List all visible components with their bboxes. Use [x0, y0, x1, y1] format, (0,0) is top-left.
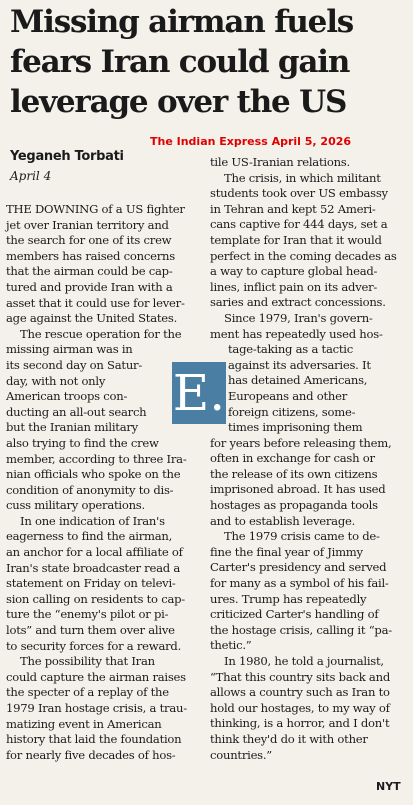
article-text-line: missing airman was in: [6, 342, 133, 357]
headline-line: Missing airman fuels: [10, 4, 354, 40]
article-text-line: the search for one of its crew: [6, 233, 172, 248]
article-text-line: perfect in the coming decades as: [210, 248, 397, 263]
article-text-line: THE DOWNING of a US fighter: [6, 202, 185, 216]
article-text-line: sion calling on residents to cap-: [6, 591, 185, 606]
article-text-line: 1979 Iran hostage crisis, a trau-: [6, 701, 187, 715]
article-text-line: a way to capture global head-: [210, 264, 378, 279]
article-text-line: and to establish leverage.: [210, 513, 356, 528]
source-credit: The Indian Express April 5, 2026: [150, 135, 352, 148]
article-text-line: “That this country sits back and: [210, 669, 390, 684]
article-text-line: countries.”: [210, 747, 272, 762]
dateline: April 4: [10, 169, 52, 183]
article-text-line: thinking, is a horror, and I don't: [210, 716, 390, 731]
article-text-line: lots” and turn them over alive: [6, 623, 175, 638]
publication-logo-icon: [172, 362, 226, 424]
article-text-line: The 1979 crisis came to de-: [224, 529, 380, 544]
logo-letter: E.: [172, 364, 226, 422]
article-text-line: template for Iran that it would: [210, 232, 382, 247]
article-text-line: thetic.”: [210, 638, 252, 653]
article-text-line: tured and provide Iran with a: [6, 279, 173, 294]
article-text-line: member, according to three Ira-: [6, 451, 187, 466]
article-text-line: saries and extract concessions.: [210, 295, 386, 310]
article-text-line: its second day on Satur-: [6, 357, 143, 372]
article-text-line: the release of its own citizens: [210, 466, 378, 481]
article-text-line: times imprisoning them: [228, 420, 363, 435]
article-text-line: statement on Friday on televi-: [6, 576, 176, 591]
article-text-line: cuss military operations.: [6, 498, 145, 513]
article-text-line: jet over Iranian territory and: [6, 217, 169, 232]
article-text-line: fine the final year of Jimmy: [210, 544, 363, 559]
article-text-line: cans captive for 444 days, set a: [210, 217, 388, 232]
article-text-line: Carter's presidency and served: [210, 560, 387, 575]
article-text-line: foreign citizens, some-: [228, 404, 356, 419]
article-text-line: asset that it could use for lever-: [6, 295, 185, 310]
article-text-line: age against the United States.: [6, 311, 178, 326]
article-text-line: American troops con-: [6, 389, 128, 404]
agency-signoff: NYT: [376, 780, 401, 793]
article-text-line: but the Iranian military: [6, 420, 138, 435]
article-text-line: In 1980, he told a journalist,: [224, 654, 384, 668]
article-text-line: eagerness to find the airman,: [6, 529, 173, 544]
article-text-line: The possibility that Iran: [20, 654, 155, 669]
article-text-line: to security forces for a reward.: [6, 638, 182, 653]
headline-line: leverage over the US: [10, 84, 347, 120]
article-headline: [10, 2, 410, 122]
article-text-line: condition of anonymity to dis-: [6, 482, 174, 497]
article-text-line: hostages as propaganda tools: [210, 498, 378, 513]
author-byline: Yeganeh Torbati: [10, 149, 124, 164]
article-text-line: against its adversaries. It: [228, 357, 371, 372]
article-text-line: the specter of a replay of the: [6, 685, 169, 700]
article-text-line: In one indication of Iran's: [20, 513, 165, 528]
article-text-line: Europeans and other: [228, 388, 347, 403]
article-text-line: the hostage crisis, calling it “pa-: [210, 622, 392, 637]
article-text-line: could capture the airman raises: [6, 669, 186, 684]
article-column-right: [210, 155, 410, 763]
article-text-line: Iran's state broadcaster read a: [6, 560, 181, 575]
article-text-line: criticized Carter's handling of: [210, 607, 379, 622]
article-text-line: members has raised concerns: [6, 248, 175, 263]
article-text-line: matizing event in American: [6, 716, 162, 731]
article-text-line: tile US-Iranian relations.: [210, 155, 350, 169]
article-text-line: nian officials who spoke on the: [6, 467, 181, 482]
article-text-line: tage-taking as a tactic: [228, 342, 353, 357]
article-text-line: often in exchange for cash or: [210, 451, 375, 466]
article-text-line: for nearly five decades of hos-: [6, 747, 176, 762]
article-text-line: has detained Americans,: [228, 373, 368, 388]
article-text-line: Since 1979, Iran's govern-: [224, 310, 373, 325]
article-text-line: ture the “enemy's pilot or pi-: [6, 607, 169, 622]
article-text-line: ducting an all-out search: [6, 404, 147, 419]
article-text-line: ures. Trump has repeatedly: [210, 591, 367, 606]
article-text-line: for years before releasing them,: [210, 435, 392, 450]
article-text-line: The rescue operation for the: [20, 326, 182, 341]
article-text-line: also trying to find the crew: [6, 435, 159, 450]
headline-line: fears Iran could gain: [10, 44, 350, 80]
article-text-line: hold our hostages, to my way of: [210, 700, 390, 715]
article-text-line: for many as a symbol of his fail-: [210, 576, 389, 591]
article-text-line: in Tehran and kept 52 Ameri-: [210, 201, 376, 216]
article-text-line: think they'd do it with other: [210, 731, 368, 746]
article-text-line: an anchor for a local affiliate of: [6, 545, 183, 560]
article-text-line: allows a country such as Iran to: [210, 685, 390, 700]
article-column-left: [6, 202, 204, 763]
article-text-line: day, with not only: [6, 373, 106, 388]
article-text-line: students took over US embassy: [210, 186, 388, 201]
article-text-line: lines, inflict pain on its adver-: [210, 279, 378, 294]
article-text-line: The crisis, in which militant: [224, 170, 381, 185]
article-text-line: that the airman could be cap-: [6, 264, 173, 279]
article-text-line: history that laid the foundation: [6, 732, 182, 747]
article-text-line: imprisoned abroad. It has used: [210, 482, 386, 497]
article-text-line: ment has repeatedly used hos-: [210, 326, 383, 341]
